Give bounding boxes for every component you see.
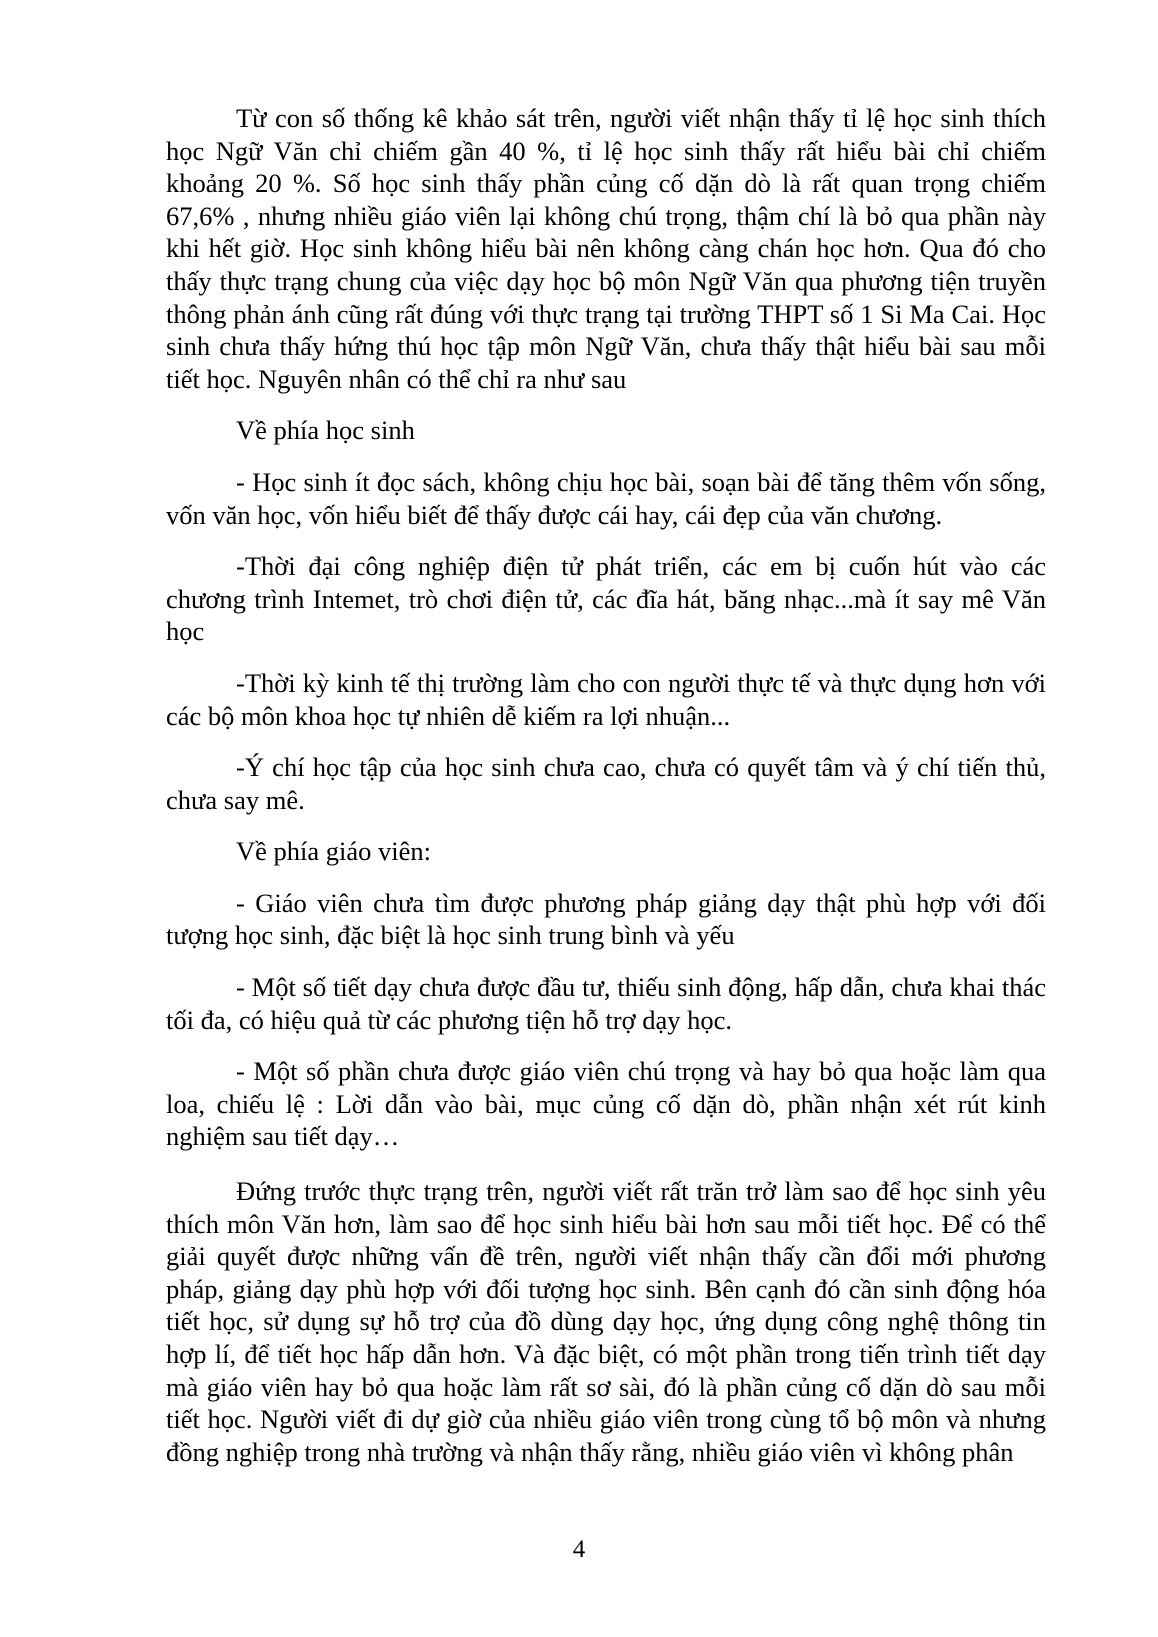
paragraph-survey-findings: Từ con số thống kê khảo sát trên, người viết nhận thấy tỉ lệ học sinh thích học Ngữ Văn chỉ chiếm gần 40 %, tỉ lệ học sinh thấy rất hiểu bài chỉ chiếm khoảng 20 %. Số học sinh thấy phần củng cố dặn dò là rất quan trọng chiếm 67,6% , nhưng nhiều giáo viên lại không chú trọng, thậm chí là bỏ qua phần này khi hết giờ. Học sinh không hiểu bài nên không càng chán học hơn. Qua đó cho thấy thực trạng chung của việc dạy học bộ môn Ngữ Văn qua phương tiện truyền thông phản ánh cũng rất đúng với thực trạng tại trường THPT số 1 Si Ma Cai. Học sinh chưa thấy hứng thú học tập môn Ngữ Văn, chưa thấy thật hiểu bài sau mỗi tiết học. Nguyên nhân có thể chỉ ra như sau <box>166 103 1046 394</box>
document-body <box>166 102 1046 1468</box>
paragraph-teacher-investment: - Một số tiết dạy chưa được đầu tư, thiếu sinh động, hấp dẫn, chưa khai thác tối đa, có hiệu quả từ các phương tiện hỗ trợ dạy học. <box>166 972 1046 1035</box>
paragraph-student-willpower: -Ý chí học tập của học sinh chưa cao, chưa có quyết tâm và ý chí tiến thủ, chưa say mê. <box>166 752 1046 815</box>
page-number: 4 <box>572 1536 586 1563</box>
paragraph-market-economy: -Thời kỳ kinh tế thị trường làm cho con người thực tế và thực dụng hơn với các bộ môn khoa học tự nhiên dễ kiếm ra lợi nhuận... <box>166 667 1046 731</box>
paragraph-teacher-neglect: - Một số phần chưa được giáo viên chú trọng và hay bỏ qua hoặc làm qua loa, chiếu lệ : Lời dẫn vào bài, mục củng cố dặn dò, phần nhận xét rút kinh nghiệm sau tiết dạy… <box>166 1056 1046 1152</box>
paragraph-student-electronics: -Thời đại công nghiệp điện tử phát triển, các em bị cuốn hút vào các chương trình Intemet, trò chơi điện tử, các đĩa hát, băng nhạc...mà ít say mê Văn học <box>166 551 1046 647</box>
paragraph-student-reading: - Học sinh ít đọc sách, không chịu học bài, soạn bài để tăng thêm vốn sống, vốn văn học, vốn hiểu biết để thấy được cái hay, cái đẹp của văn chương. <box>166 466 1046 530</box>
paragraph-teacher-method: - Giáo viên chưa tìm được phương pháp giảng dạy thật phù hợp với đối tượng học sinh, đặc biệt là học sinh trung bình và yếu <box>166 887 1046 951</box>
paragraph-proposal: Đứng trước thực trạng trên, người viết rất trăn trở làm sao để học sinh yêu thích môn Văn hơn, làm sao để học sinh hiểu bài hơn sau mỗi tiết học. Để có thể giải quyết được những vấn đề trên, người viết nhận thấy cần đổi mới phương pháp, giảng dạy phù hợp với đối tượng học sinh. Bên cạnh đó cần sinh động hóa tiết học, sử dụng sự hỗ trợ của đồ dùng dạy học, ứng dụng công nghệ thông tin hợp lí, để tiết học hấp dẫn hơn. Và đặc biệt, có một phần trong tiến trình tiết dạy mà giáo viên hay bỏ qua hoặc làm rất sơ sài, đó là phần củng cố dặn dò sau mỗi tiết học. Người viết đi dự giờ của nhiều giáo viên trong cùng tổ bộ môn và nhưng đồng nghiệp trong nhà trường và nhận thấy rằng, nhiều giáo viên vì không phân <box>166 1176 1046 1467</box>
heading-student-side: Về phía học sinh <box>236 415 415 446</box>
heading-teacher-side: Về phía giáo viên: <box>236 836 432 867</box>
